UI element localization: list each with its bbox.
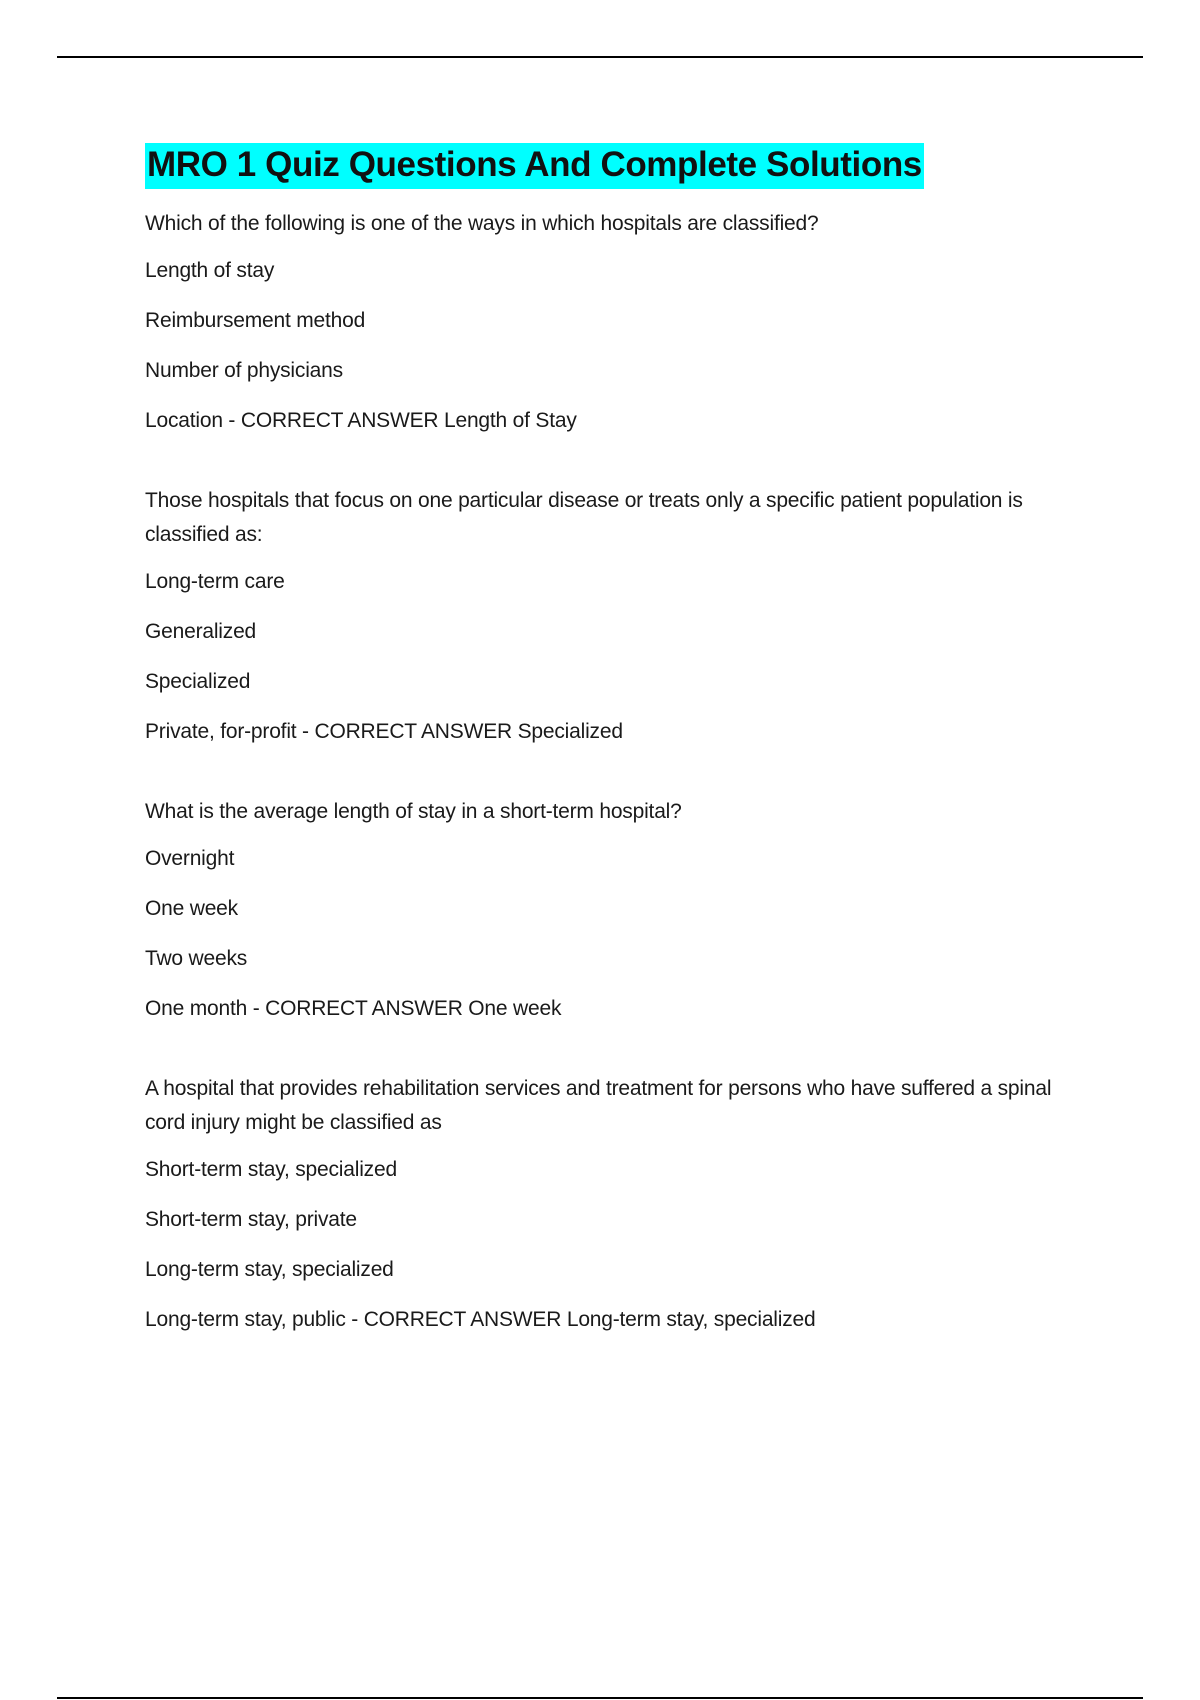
answer-option: Two weeks	[145, 947, 248, 970]
answer-option-with-correct-answer: Location - CORRECT ANSWER Length of Stay	[145, 409, 577, 432]
bottom-rule	[57, 1697, 1143, 1699]
answer-option-with-correct-answer: Long-term stay, public - CORRECT ANSWER Long-term stay, specialized	[145, 1308, 816, 1331]
question-block-1	[145, 207, 1085, 435]
question-text: What is the average length of stay in a short-term hospital?	[145, 800, 682, 823]
answer-option: Long-term stay, specialized	[145, 1258, 394, 1281]
answer-option: Specialized	[145, 670, 251, 693]
answer-option: Generalized	[145, 620, 257, 643]
question-text: A hospital that provides rehabilitation services and treatment for persons who have suffered a spinal cord injury might be classified as	[145, 1077, 1052, 1134]
answer-option: Length of stay	[145, 259, 275, 282]
answer-option: Reimbursement method	[145, 309, 366, 332]
question-text: Which of the following is one of the ways in which hospitals are classified?	[145, 212, 819, 235]
answer-option: Number of physicians	[145, 359, 343, 382]
question-block-4	[145, 1072, 1085, 1334]
answer-option: Short-term stay, specialized	[145, 1158, 397, 1181]
question-block-3	[145, 795, 1085, 1023]
question-text: Those hospitals that focus on one particular disease or treats only a specific patient population is classified as:	[145, 489, 1023, 546]
document-title: MRO 1 Quiz Questions And Complete Solutions	[145, 143, 924, 189]
answer-option: Long-term care	[145, 570, 285, 593]
top-rule	[57, 56, 1143, 58]
question-block-2	[145, 484, 1085, 746]
answer-option: Short-term stay, private	[145, 1208, 357, 1231]
answer-option-with-correct-answer: Private, for-profit - CORRECT ANSWER Specialized	[145, 720, 623, 743]
answer-option: Overnight	[145, 847, 235, 870]
answer-option-with-correct-answer: One month - CORRECT ANSWER One week	[145, 997, 562, 1020]
document-body	[145, 143, 1085, 1334]
answer-option: One week	[145, 897, 238, 920]
